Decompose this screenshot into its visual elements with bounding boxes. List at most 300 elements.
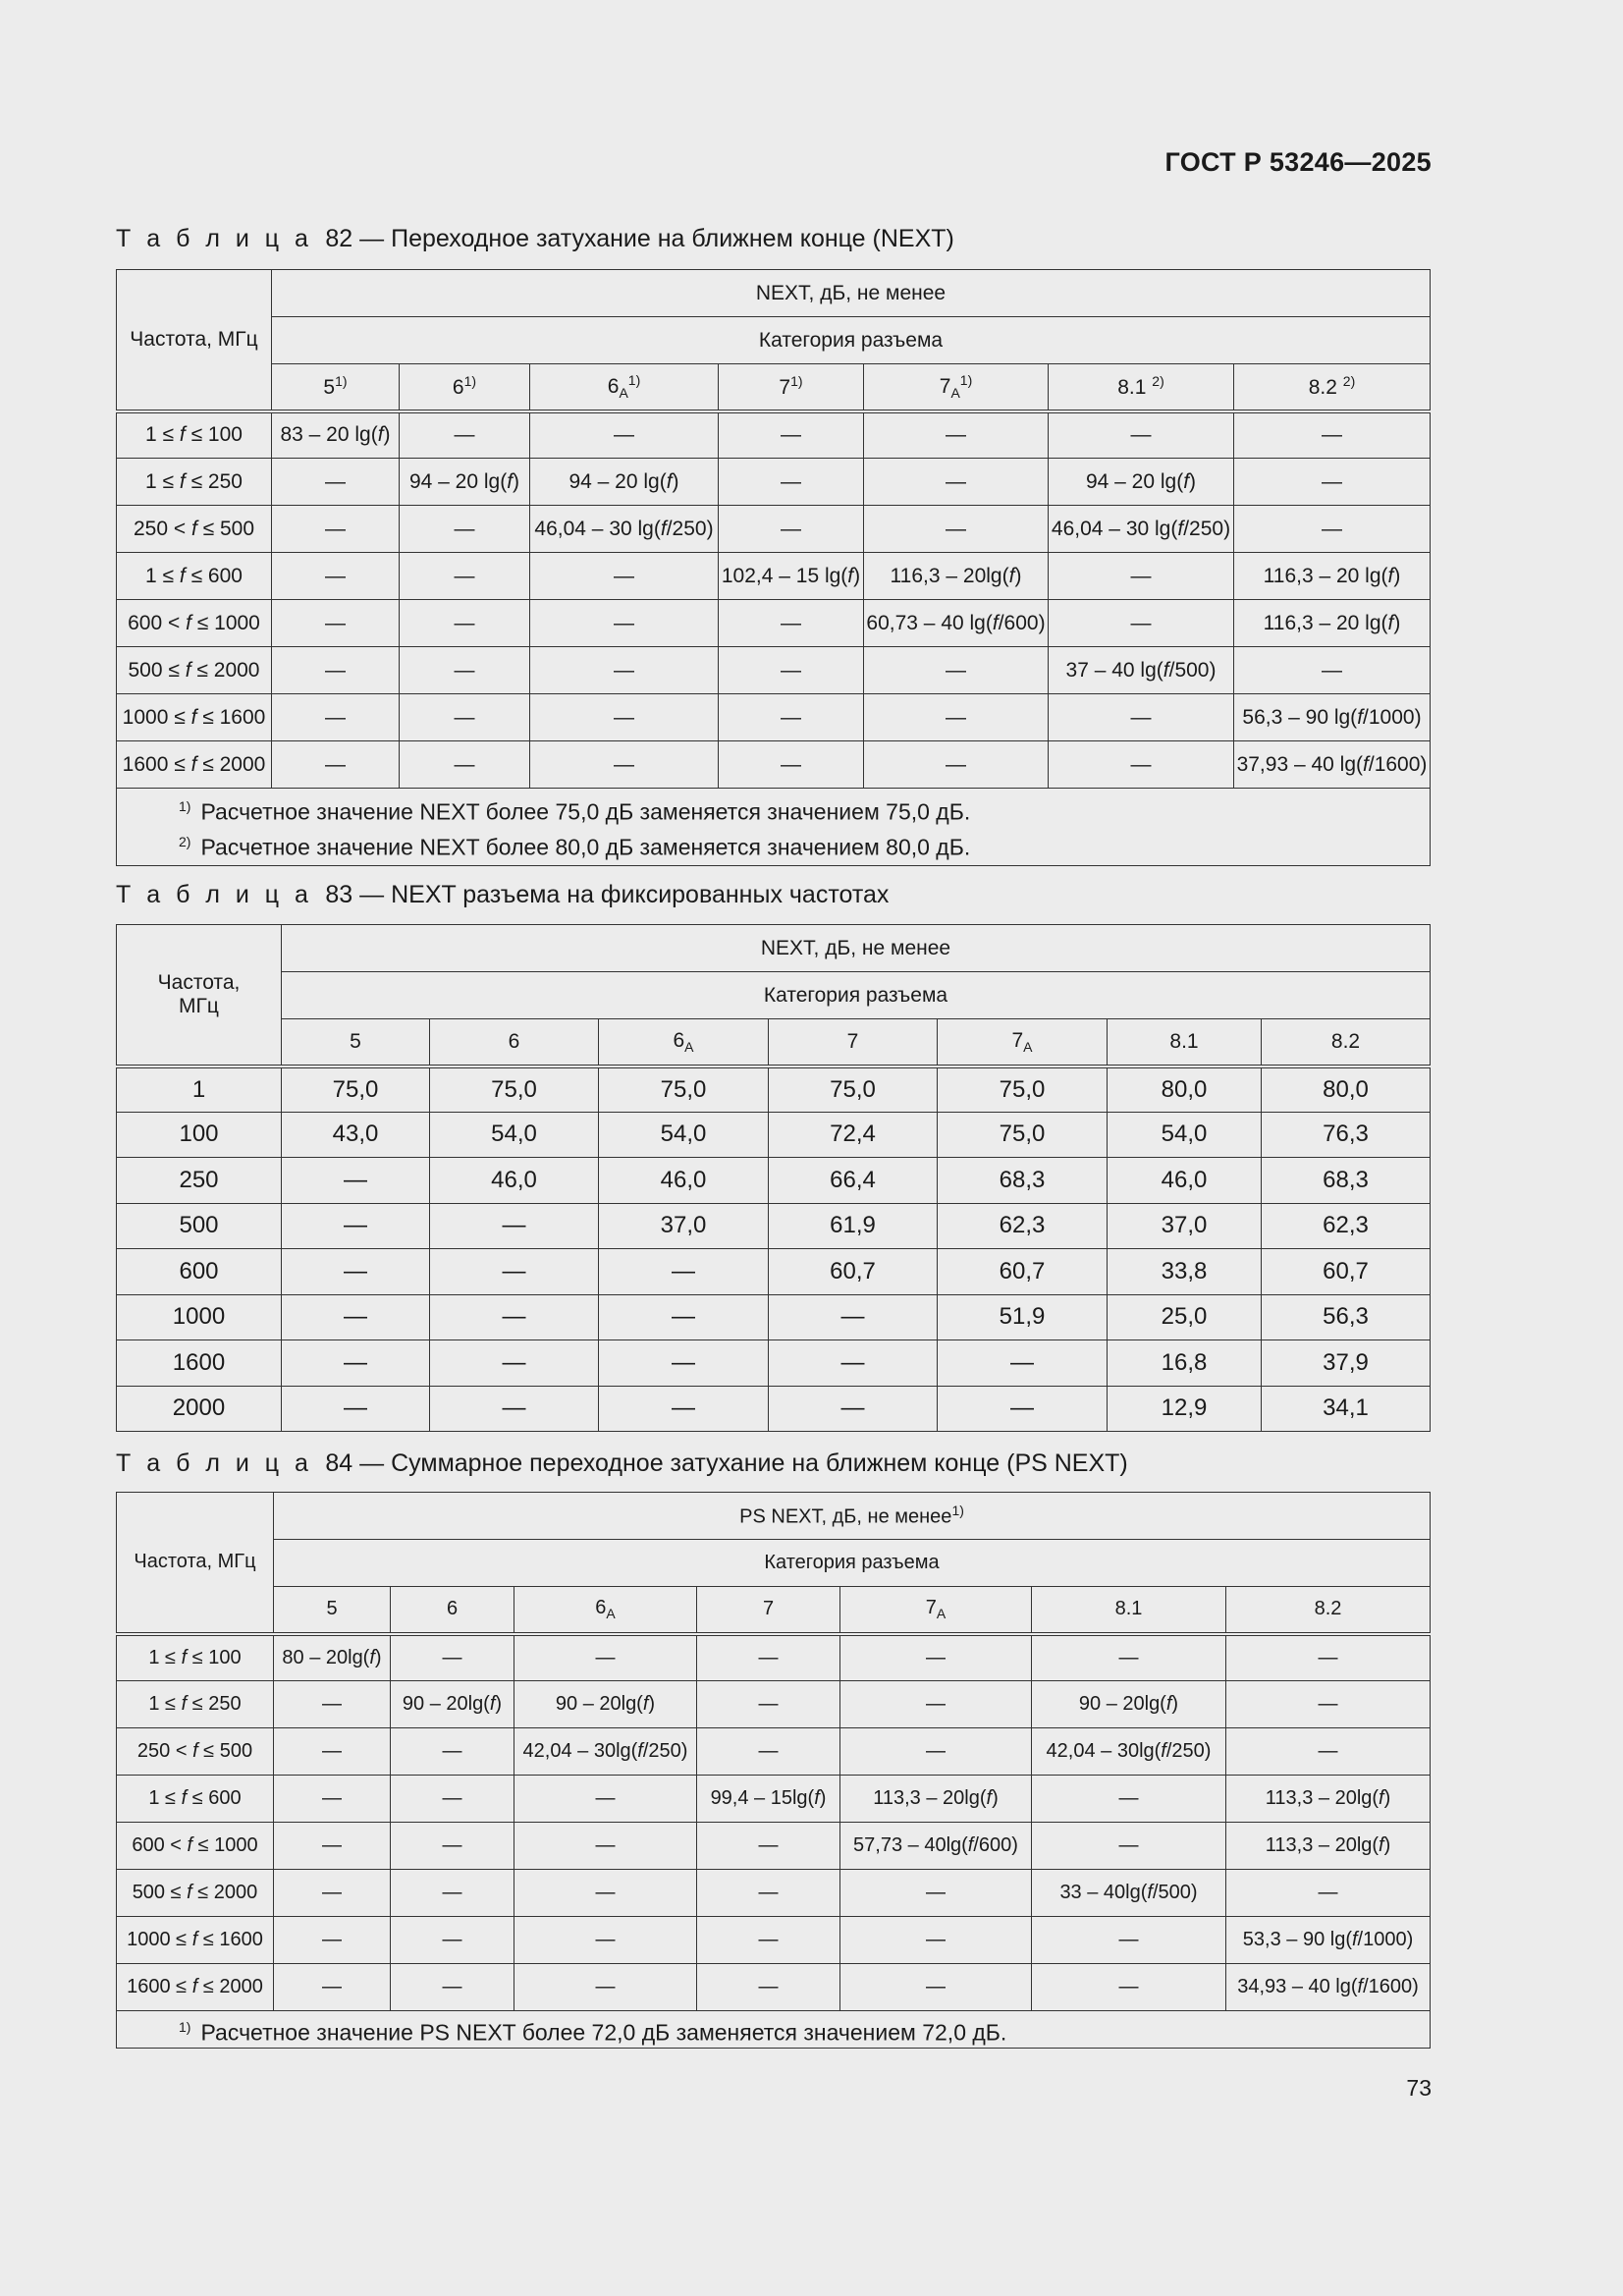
value-cell: —: [282, 1203, 430, 1249]
category-col-header: [840, 1587, 1032, 1634]
table-row: [117, 411, 1431, 459]
value-cell: 60,7: [769, 1249, 938, 1295]
value-cell: —: [1049, 411, 1234, 459]
value-cell: 66,4: [769, 1158, 938, 1204]
footnote-text: Расчетное значение NEXT более 75,0 дБ заменяется значением 75,0 дБ.: [200, 799, 971, 825]
category-label: 8.1: [1117, 376, 1153, 400]
table-82: [116, 269, 1431, 866]
table-83-caption-title: 83 — NEXT разъема на фиксированных частотах: [325, 881, 890, 908]
value-cell: —: [599, 1386, 769, 1432]
value-cell: —: [530, 411, 719, 459]
page-number: 73: [1406, 2075, 1432, 2101]
value-cell: —: [599, 1340, 769, 1387]
value-cell: 60,73 – 40 lg(f/600): [864, 600, 1049, 647]
table-row: [117, 1340, 1431, 1387]
value-cell: 46,04 – 30 lg(f/250): [1049, 506, 1234, 553]
table-row: [117, 1728, 1431, 1776]
value-cell: 102,4 – 15 lg(f): [719, 553, 864, 600]
value-cell: 90 – 20lg(f): [1032, 1681, 1226, 1728]
category-label: 6: [595, 1597, 607, 1619]
table-row: [117, 1964, 1431, 2011]
value-cell: —: [840, 1681, 1032, 1728]
category-label: 8.2: [1330, 1029, 1361, 1053]
frequency-cell: 1 ≤ f ≤ 600: [117, 553, 272, 600]
value-cell: —: [697, 1728, 840, 1776]
value-cell: —: [430, 1294, 599, 1340]
value-cell: —: [1032, 1634, 1226, 1681]
category-col-header: [719, 364, 864, 411]
frequency-cell: 1 ≤ f ≤ 100: [117, 1634, 274, 1681]
value-cell: 12,9: [1108, 1386, 1262, 1432]
value-cell: 113,3 – 20lg(f): [840, 1776, 1032, 1823]
value-cell: —: [864, 741, 1049, 789]
value-cell: —: [697, 1634, 840, 1681]
value-cell: —: [272, 647, 400, 694]
value-cell: —: [864, 459, 1049, 506]
footnote-mark: 1): [179, 2018, 191, 2035]
value-cell: —: [864, 647, 1049, 694]
value-cell: 72,4: [769, 1112, 938, 1158]
footnote-mark: 2): [179, 834, 191, 849]
value-cell: —: [272, 694, 400, 741]
category-subscript: A: [950, 385, 960, 402]
value-cell: 33,8: [1108, 1249, 1262, 1295]
value-cell: —: [400, 694, 530, 741]
value-cell: —: [274, 1964, 391, 2011]
table-row: [117, 1634, 1431, 1681]
table-84-caption-lead: Т а б л и ц а: [116, 1449, 313, 1477]
table-row: [117, 1870, 1431, 1917]
category-footnote-mark: 2): [1152, 373, 1164, 390]
category-col-header: [938, 1019, 1108, 1066]
value-cell: —: [274, 1917, 391, 1964]
value-cell: —: [274, 1823, 391, 1870]
table-row: [117, 1112, 1431, 1158]
footnote-text: Расчетное значение NEXT более 80,0 дБ заменяется значением 80,0 дБ.: [200, 834, 971, 860]
category-col-header: [282, 1019, 430, 1066]
frequency-cell: 1: [117, 1066, 282, 1113]
value-cell: 37,93 – 40 lg(f/1600): [1234, 741, 1431, 789]
frequency-cell: 500: [117, 1203, 282, 1249]
value-cell: —: [514, 1823, 697, 1870]
value-cell: —: [400, 647, 530, 694]
category-header: Категория разъема: [274, 1540, 1431, 1587]
table-84-caption-title: 84 — Суммарное переходное затухание на ближнем конце (PS NEXT): [325, 1449, 1128, 1477]
value-cell: —: [430, 1203, 599, 1249]
category-label: 6: [673, 1028, 685, 1052]
value-cell: 54,0: [1108, 1112, 1262, 1158]
value-cell: —: [840, 1728, 1032, 1776]
category-label: 6: [607, 375, 620, 399]
value-cell: —: [1049, 741, 1234, 789]
value-cell: —: [514, 1634, 697, 1681]
frequency-cell: 600 < f ≤ 1000: [117, 600, 272, 647]
category-label: 7: [762, 1598, 775, 1620]
category-footnote-mark: 1): [463, 373, 477, 390]
value-cell: —: [719, 411, 864, 459]
value-cell: —: [719, 741, 864, 789]
value-cell: —: [530, 647, 719, 694]
value-cell: 57,73 – 40lg(f/600): [840, 1823, 1032, 1870]
value-cell: —: [599, 1294, 769, 1340]
category-col-header: [514, 1587, 697, 1634]
value-cell: —: [272, 459, 400, 506]
category-label: 5: [326, 1598, 338, 1620]
footnote: [117, 792, 1430, 827]
category-footnote-mark: 2): [1342, 373, 1356, 390]
value-cell: 90 – 20lg(f): [391, 1681, 514, 1728]
value-cell: 42,04 – 30lg(f/250): [1032, 1728, 1226, 1776]
value-cell: 54,0: [599, 1112, 769, 1158]
value-cell: —: [840, 1917, 1032, 1964]
value-cell: 56,3: [1262, 1294, 1431, 1340]
frequency-cell: 250 < f ≤ 500: [117, 1728, 274, 1776]
category-col-header: [1032, 1587, 1226, 1634]
value-cell: 53,3 – 90 lg(f/1000): [1226, 1917, 1431, 1964]
value-cell: —: [1234, 506, 1431, 553]
frequency-cell: 2000: [117, 1386, 282, 1432]
value-cell: —: [719, 600, 864, 647]
value-cell: —: [514, 1776, 697, 1823]
value-cell: 68,3: [1262, 1158, 1431, 1204]
value-cell: 34,93 – 40 lg(f/1600): [1226, 1964, 1431, 2011]
value-cell: 80,0: [1262, 1066, 1431, 1113]
value-cell: —: [400, 506, 530, 553]
value-cell: 61,9: [769, 1203, 938, 1249]
frequency-cell: 1000 ≤ f ≤ 1600: [117, 694, 272, 741]
table-row: [117, 506, 1431, 553]
category-col-header: [864, 364, 1049, 411]
frequency-cell: 250 < f ≤ 500: [117, 506, 272, 553]
value-cell: 94 – 20 lg(f): [530, 459, 719, 506]
table-row: [117, 1249, 1431, 1295]
value-cell: —: [272, 741, 400, 789]
freq-column-header: Частота, МГц: [117, 1493, 274, 1634]
value-cell: 51,9: [938, 1294, 1108, 1340]
category-subscript: A: [619, 385, 628, 402]
value-cell: —: [697, 1870, 840, 1917]
table-82-caption-title: 82 — Переходное затухание на ближнем конце (NEXT): [325, 225, 954, 252]
value-cell: 75,0: [769, 1066, 938, 1113]
value-cell: —: [391, 1634, 514, 1681]
value-cell: —: [430, 1249, 599, 1295]
category-header: Категория разъема: [272, 317, 1431, 364]
value-cell: 116,3 – 20 lg(f): [1234, 553, 1431, 600]
value-cell: —: [938, 1340, 1108, 1387]
value-cell: 46,04 – 30 lg(f/250): [530, 506, 719, 553]
category-footnote-mark: 1): [627, 372, 641, 389]
value-cell: 75,0: [938, 1066, 1108, 1113]
category-col-header: [769, 1019, 938, 1066]
value-cell: —: [530, 553, 719, 600]
value-cell: —: [400, 741, 530, 789]
table-row: [117, 1203, 1431, 1249]
value-cell: 60,7: [1262, 1249, 1431, 1295]
value-cell: —: [1032, 1823, 1226, 1870]
document-standard-number: ГОСТ Р 53246—2025: [1164, 147, 1432, 177]
value-cell: —: [697, 1823, 840, 1870]
value-cell: —: [1226, 1728, 1431, 1776]
value-cell: —: [1032, 1964, 1226, 2011]
category-col-header: [1108, 1019, 1262, 1066]
value-cell: 46,0: [430, 1158, 599, 1204]
value-cell: —: [272, 553, 400, 600]
category-label: 8.1: [1169, 1029, 1199, 1053]
table-row: [117, 1386, 1431, 1432]
freq-column-header: [117, 925, 282, 1066]
footnote-mark: 1): [179, 798, 191, 815]
category-subscript: A: [684, 1038, 694, 1055]
category-label: 8.1: [1114, 1598, 1143, 1620]
value-cell: —: [697, 1917, 840, 1964]
category-label: 7: [779, 376, 791, 400]
category-label: 8.2: [1308, 376, 1343, 400]
table-row: [117, 459, 1431, 506]
next-header: NEXT, дБ, не менее: [272, 270, 1431, 317]
table-83-caption: [116, 881, 889, 909]
value-cell: —: [1049, 600, 1234, 647]
value-cell: —: [769, 1386, 938, 1432]
table-row: [117, 600, 1431, 647]
value-cell: —: [514, 1964, 697, 2011]
frequency-cell: 1 ≤ f ≤ 250: [117, 459, 272, 506]
table-82-footnotes: [117, 789, 1431, 866]
value-cell: —: [864, 694, 1049, 741]
table-row: [117, 1917, 1431, 1964]
category-label: 7: [925, 1597, 937, 1619]
value-cell: —: [599, 1249, 769, 1295]
value-cell: —: [864, 506, 1049, 553]
table-84: [116, 1492, 1431, 2049]
frequency-cell: 1600: [117, 1340, 282, 1387]
category-header: Категория разъема: [282, 972, 1431, 1019]
value-cell: 94 – 20 lg(f): [400, 459, 530, 506]
value-cell: —: [1049, 553, 1234, 600]
ps-next-header-text: PS NEXT, дБ, не менее: [739, 1505, 952, 1528]
value-cell: 75,0: [599, 1066, 769, 1113]
value-cell: —: [1226, 1634, 1431, 1681]
category-label: 5: [350, 1029, 361, 1053]
value-cell: 60,7: [938, 1249, 1108, 1295]
value-cell: —: [1234, 459, 1431, 506]
value-cell: —: [391, 1776, 514, 1823]
table-row: [117, 741, 1431, 789]
category-label: 8.2: [1314, 1598, 1342, 1620]
table-row: [117, 694, 1431, 741]
table-row: [117, 1158, 1431, 1204]
category-col-header: [1234, 364, 1431, 411]
category-col-header: [272, 364, 400, 411]
category-footnote-mark: 1): [959, 372, 973, 389]
frequency-cell: 1 ≤ f ≤ 100: [117, 411, 272, 459]
value-cell: —: [514, 1917, 697, 1964]
value-cell: —: [272, 600, 400, 647]
value-cell: 37,0: [1108, 1203, 1262, 1249]
value-cell: 54,0: [430, 1112, 599, 1158]
value-cell: —: [391, 1964, 514, 2011]
value-cell: —: [1032, 1917, 1226, 1964]
ps-next-header-footnote-mark: 1): [951, 1503, 964, 1519]
value-cell: —: [719, 647, 864, 694]
value-cell: —: [719, 459, 864, 506]
value-cell: —: [514, 1870, 697, 1917]
value-cell: 42,04 – 30lg(f/250): [514, 1728, 697, 1776]
category-label: 6: [508, 1029, 520, 1053]
frequency-cell: 1600 ≤ f ≤ 2000: [117, 741, 272, 789]
category-col-header: [391, 1587, 514, 1634]
frequency-cell: 500 ≤ f ≤ 2000: [117, 1870, 274, 1917]
value-cell: 94 – 20 lg(f): [1049, 459, 1234, 506]
frequency-cell: 600 < f ≤ 1000: [117, 1823, 274, 1870]
category-label: 7: [1011, 1028, 1024, 1052]
frequency-cell: 100: [117, 1112, 282, 1158]
footnote-text: Расчетное значение PS NEXT более 72,0 дБ заменяется значением 72,0 дБ.: [200, 2019, 1007, 2046]
value-cell: —: [864, 411, 1049, 459]
category-subscript: A: [606, 1606, 616, 1622]
category-subscript: A: [1023, 1038, 1033, 1055]
table-row: [117, 1823, 1431, 1870]
value-cell: 37 – 40 lg(f/500): [1049, 647, 1234, 694]
value-cell: —: [282, 1158, 430, 1204]
value-cell: —: [769, 1294, 938, 1340]
value-cell: 37,0: [599, 1203, 769, 1249]
table-row: [117, 1066, 1431, 1113]
table-row: [117, 553, 1431, 600]
category-col-header: [530, 364, 719, 411]
category-label: 6: [452, 376, 464, 400]
frequency-cell: 1000 ≤ f ≤ 1600: [117, 1917, 274, 1964]
category-label: 7: [846, 1029, 859, 1053]
value-cell: 83 – 20 lg(f): [272, 411, 400, 459]
value-cell: —: [1234, 411, 1431, 459]
value-cell: 46,0: [599, 1158, 769, 1204]
value-cell: —: [274, 1776, 391, 1823]
value-cell: —: [391, 1917, 514, 1964]
value-cell: —: [840, 1870, 1032, 1917]
category-footnote-mark: 1): [790, 373, 803, 390]
value-cell: 75,0: [282, 1066, 430, 1113]
freq-column-header-text: Частота, МГц: [157, 970, 241, 1017]
value-cell: 68,3: [938, 1158, 1108, 1204]
value-cell: —: [430, 1340, 599, 1387]
category-label: 7: [939, 375, 951, 399]
value-cell: 25,0: [1108, 1294, 1262, 1340]
value-cell: —: [282, 1340, 430, 1387]
value-cell: 113,3 – 20lg(f): [1226, 1823, 1431, 1870]
value-cell: —: [1226, 1681, 1431, 1728]
category-label: 6: [446, 1598, 459, 1620]
category-footnote-mark: 1): [335, 373, 348, 390]
next-header: NEXT, дБ, не менее: [282, 925, 1431, 972]
value-cell: —: [274, 1681, 391, 1728]
value-cell: 62,3: [938, 1203, 1108, 1249]
value-cell: —: [391, 1823, 514, 1870]
value-cell: 99,4 – 15lg(f): [697, 1776, 840, 1823]
value-cell: 113,3 – 20lg(f): [1226, 1776, 1431, 1823]
value-cell: —: [840, 1964, 1032, 2011]
category-label: 5: [323, 376, 336, 400]
value-cell: 37,9: [1262, 1340, 1431, 1387]
value-cell: 90 – 20lg(f): [514, 1681, 697, 1728]
value-cell: —: [391, 1870, 514, 1917]
value-cell: —: [938, 1386, 1108, 1432]
value-cell: —: [1049, 694, 1234, 741]
value-cell: —: [400, 411, 530, 459]
value-cell: 116,3 – 20lg(f): [864, 553, 1049, 600]
value-cell: 116,3 – 20 lg(f): [1234, 600, 1431, 647]
category-subscript: A: [936, 1606, 947, 1622]
value-cell: —: [1234, 647, 1431, 694]
value-cell: —: [530, 741, 719, 789]
table-82-caption-lead: Т а б л и ц а: [116, 225, 313, 252]
frequency-cell: 600: [117, 1249, 282, 1295]
value-cell: —: [697, 1681, 840, 1728]
value-cell: —: [1226, 1870, 1431, 1917]
table-row: [117, 1776, 1431, 1823]
value-cell: —: [282, 1386, 430, 1432]
value-cell: 33 – 40lg(f/500): [1032, 1870, 1226, 1917]
value-cell: —: [391, 1728, 514, 1776]
value-cell: 62,3: [1262, 1203, 1431, 1249]
table-82-caption: [116, 225, 954, 253]
category-col-header: [697, 1587, 840, 1634]
frequency-cell: 1000: [117, 1294, 282, 1340]
table-83: [116, 924, 1431, 1432]
table-row: [117, 1294, 1431, 1340]
category-col-header: [1262, 1019, 1431, 1066]
value-cell: 56,3 – 90 lg(f/1000): [1234, 694, 1431, 741]
value-cell: —: [282, 1249, 430, 1295]
frequency-cell: 1 ≤ f ≤ 600: [117, 1776, 274, 1823]
value-cell: 75,0: [938, 1112, 1108, 1158]
table-84-caption: [116, 1449, 1128, 1478]
table-row: [117, 1681, 1431, 1728]
value-cell: —: [769, 1340, 938, 1387]
value-cell: —: [274, 1870, 391, 1917]
footnote: [117, 2012, 1430, 2048]
category-col-header: [1226, 1587, 1431, 1634]
value-cell: 80 – 20lg(f): [274, 1634, 391, 1681]
value-cell: —: [719, 694, 864, 741]
value-cell: —: [400, 553, 530, 600]
value-cell: —: [272, 506, 400, 553]
value-cell: 43,0: [282, 1112, 430, 1158]
value-cell: —: [430, 1386, 599, 1432]
category-col-header: [274, 1587, 391, 1634]
table-83-caption-lead: Т а б л и ц а: [116, 881, 313, 908]
value-cell: 76,3: [1262, 1112, 1431, 1158]
frequency-cell: 500 ≤ f ≤ 2000: [117, 647, 272, 694]
value-cell: —: [400, 600, 530, 647]
value-cell: 75,0: [430, 1066, 599, 1113]
category-col-header: [400, 364, 530, 411]
value-cell: —: [840, 1634, 1032, 1681]
value-cell: —: [719, 506, 864, 553]
value-cell: 46,0: [1108, 1158, 1262, 1204]
category-col-header: [1049, 364, 1234, 411]
table-84-footnotes: [117, 2011, 1431, 2049]
footnote: [117, 827, 1430, 862]
value-cell: 80,0: [1108, 1066, 1262, 1113]
category-col-header: [599, 1019, 769, 1066]
value-cell: —: [530, 694, 719, 741]
table-row: [117, 647, 1431, 694]
value-cell: —: [1032, 1776, 1226, 1823]
category-col-header: [430, 1019, 599, 1066]
value-cell: 34,1: [1262, 1386, 1431, 1432]
value-cell: —: [530, 600, 719, 647]
ps-next-header: [274, 1493, 1431, 1540]
